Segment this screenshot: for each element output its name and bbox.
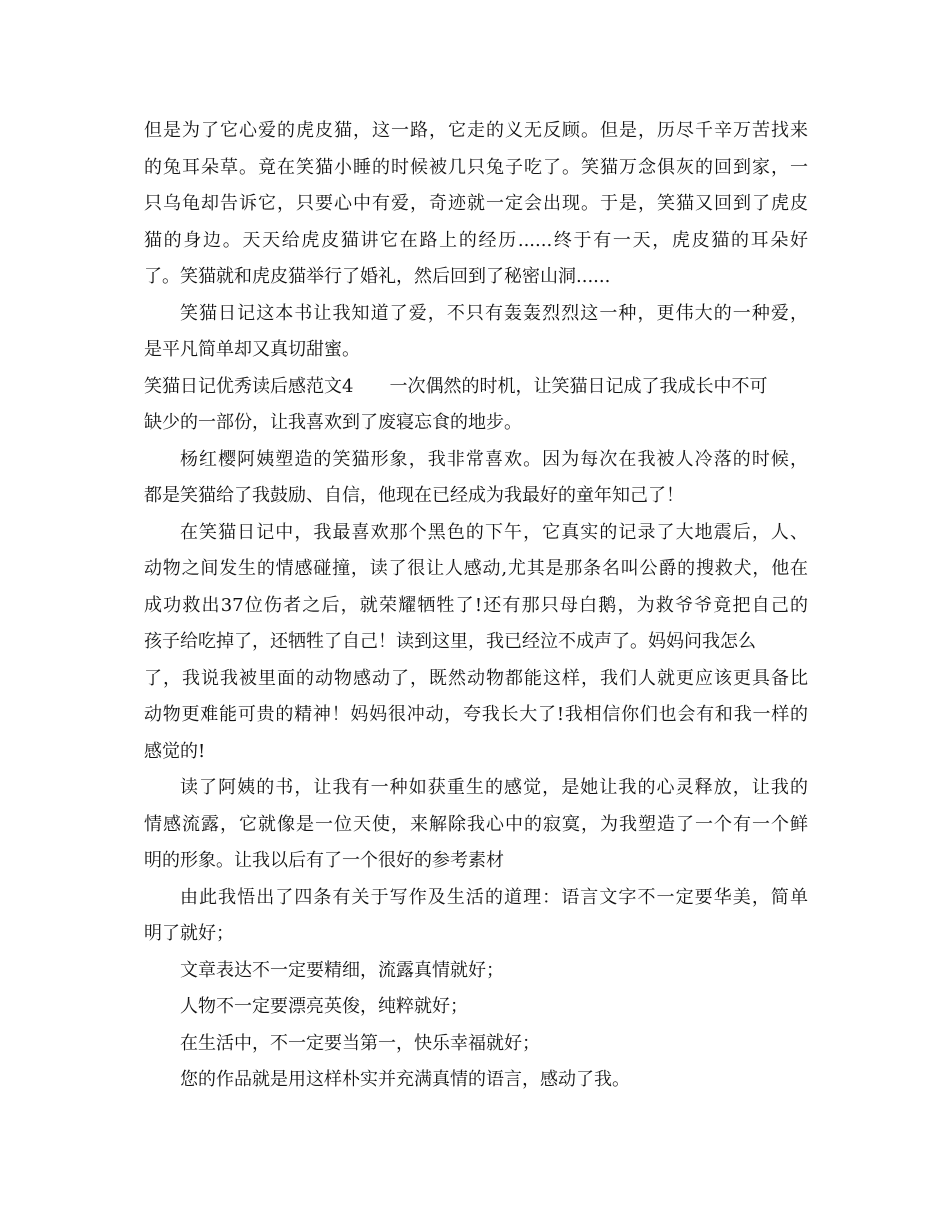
text-line: 感觉的! — [144, 740, 206, 762]
paragraph — [144, 1026, 808, 1063]
text-line: 缺少的一部份，让我喜欢到了废寝忘食的地步。 — [144, 412, 522, 433]
section-heading-paragraph — [144, 369, 808, 442]
document-body — [144, 113, 808, 1099]
section-heading: 笑猫日记优秀读后感范文4 — [144, 375, 354, 397]
paragraph — [144, 953, 808, 990]
text-line: 了，我说我被里面的动物感动了，既然动物都能这样，我们人就更应该更具备比 — [144, 667, 808, 689]
text-line: 是平凡简单却又真切甜蜜。 — [144, 339, 360, 360]
text-line: 由此我悟出了四条有关于写作及生活的道理：语言文字不一定要华美，简单 — [180, 886, 808, 908]
paragraph — [144, 515, 808, 771]
text-line: 情感流露，它就像是一位天使，来解除我心中的寂寞，为我塑造了一个有一个鲜 — [144, 813, 808, 835]
text-line: 孩子给吃掉了，还牺牲了自己！读到这里，我已经泣不成声了。妈妈问我怎么 — [144, 631, 756, 652]
paragraph — [144, 296, 808, 369]
text-line: 人物不一定要漂亮英俊，纯粹就好； — [180, 996, 468, 1017]
paragraph — [144, 770, 808, 880]
paragraph — [144, 880, 808, 953]
text-line: 的兔耳朵草。竟在笑猫小睡的时候被几只兔子吃了。笑猫万念俱灰的回到家，一 — [144, 156, 808, 178]
text-line: 杨红樱阿姨塑造的笑猫形象，我非常喜欢。因为每次在我被人冷落的时候， — [180, 448, 808, 470]
text-line: 都是笑猫给了我鼓励、自信，他现在已经成为我最好的童年知己了！ — [144, 485, 684, 506]
text-line: 只乌龟却告诉它，只要心中有爱，奇迹就一定会出现。于是，笑猫又回到了虎皮 — [144, 193, 808, 214]
paragraph — [144, 1062, 808, 1099]
text-line: 明了就好； — [144, 923, 234, 944]
text-line — [144, 369, 808, 406]
text-line: 读了阿姨的书，让我有一种如获重生的感觉，是她让我的心灵释放，让我的 — [180, 777, 808, 798]
text-line: 文章表达不一定要精细，流露真情就好； — [180, 959, 504, 981]
paragraph — [144, 442, 808, 515]
paragraph — [144, 989, 808, 1026]
text-line: 动物更难能可贵的精神！妈妈很冲动，夸我长大了!我相信你们也会有和我一样的 — [144, 704, 808, 725]
text-line: 了。笑猫就和虎皮猫举行了婚礼，然后回到了秘密山洞...... — [144, 266, 611, 287]
text-line: 您的作品就是用这样朴实并充满真情的语言，感动了我。 — [180, 1069, 630, 1090]
text-line: 在生活中，不一定要当第一，快乐幸福就好； — [180, 1032, 540, 1054]
text-line: 笑猫日记这本书让我知道了爱，不只有轰轰烈烈这一种，更伟大的一种爱， — [180, 302, 808, 324]
text-line: 猫的身边。天天给虎皮猫讲它在路上的经历......终于有一天，虎皮猫的耳朵好 — [144, 229, 808, 251]
text-line: 但是为了它心爱的虎皮猫，这一路，它走的义无反顾。但是，历尽千辛万苦找来 — [144, 120, 808, 141]
text-line: 成功救出37位伤者之后，就荣耀牺牲了!还有那只母白鹅，为救爷爷竟把自己的 — [144, 594, 808, 616]
text-line: 明的形象。让我以后有了一个很好的参考素材 — [144, 850, 504, 871]
heading-inline-text: 一次偶然的时机，让笑猫日记成了我成长中不可 — [389, 375, 768, 397]
text-line: 动物之间发生的情感碰撞，读了很让人感动,尤其是那条名叫公爵的搜救犬，他在 — [144, 558, 808, 579]
text-line: 在笑猫日记中，我最喜欢那个黑色的下午，它真实的记录了大地震后，人、 — [180, 521, 808, 543]
paragraph — [144, 113, 808, 296]
